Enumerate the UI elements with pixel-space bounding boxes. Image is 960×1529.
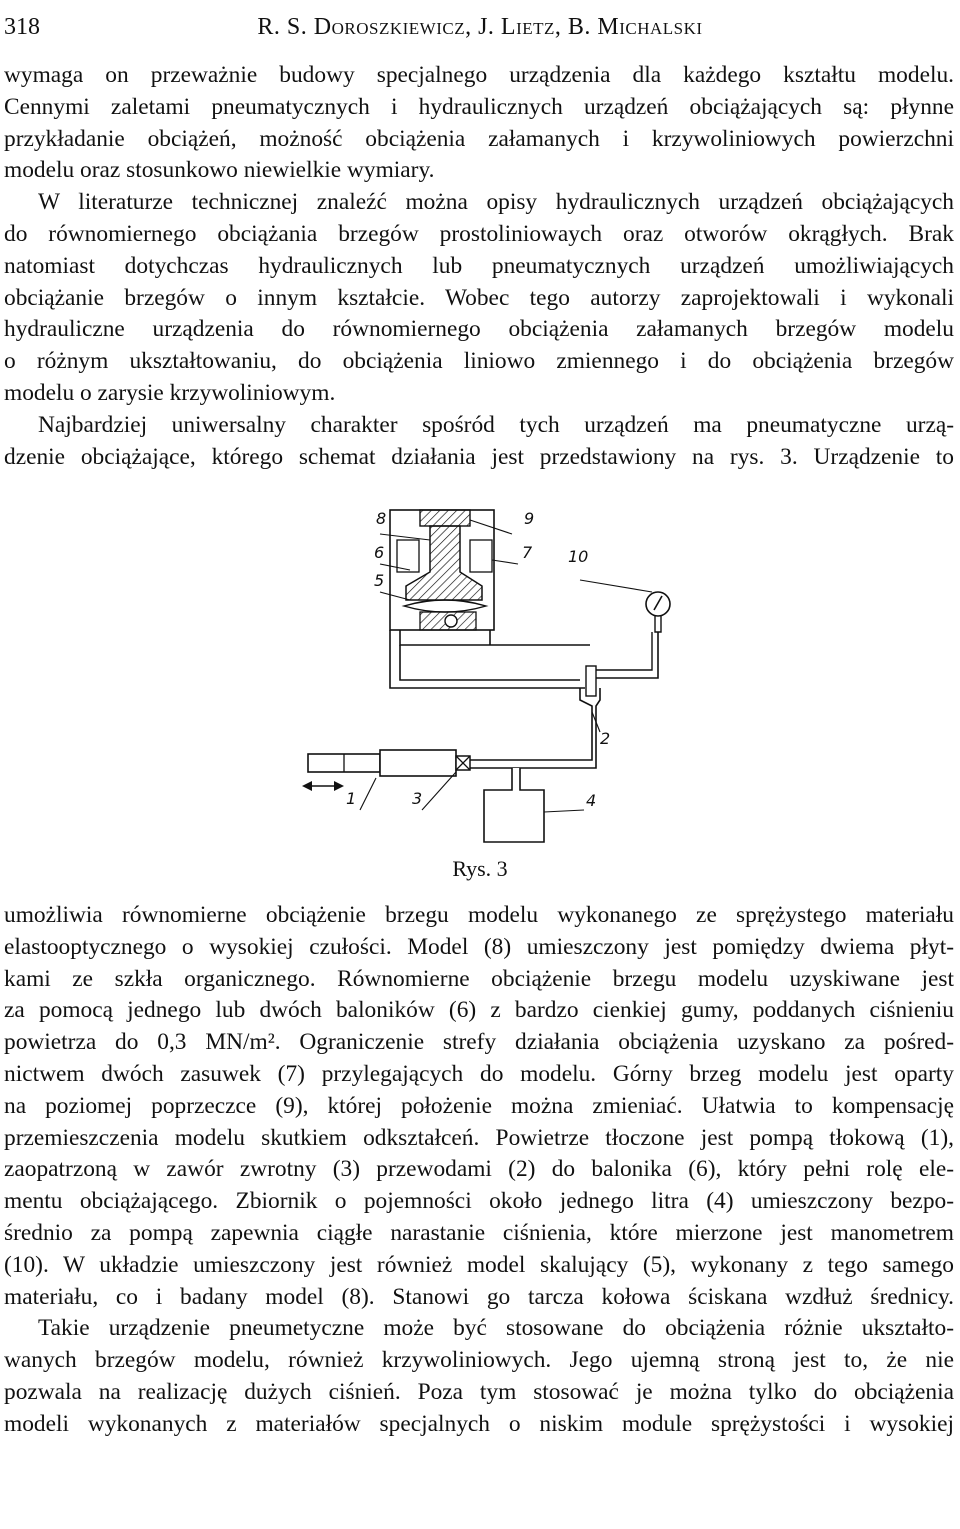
text-line: (10). W układzie umieszczony jest również model skalujący (5), wykonany z tego samego xyxy=(4,1251,954,1278)
text-line: nictwem dwóch zasuwek (7) przylegających do modelu. Górny brzeg modelu jest oparty xyxy=(4,1060,954,1087)
top-paragraph xyxy=(4,60,954,473)
balloon-6 xyxy=(404,600,486,612)
crossbar-9 xyxy=(420,510,470,526)
label-2: 2 xyxy=(600,729,611,748)
text-line: modeli wykonanych z materiałów specjalnych o niskim module sprężystości i wysokiej xyxy=(4,1410,954,1437)
text-line: za pomocą jednego lub dwóch baloników (6) z bardzo cienkiej gumy, poddanych ciśnieniu xyxy=(4,997,954,1024)
text-line: hydrauliczne urządzenia do równomiernego obciążenia załamanych brzegów modelu xyxy=(4,316,954,343)
text-line: Takie urządzenie pneumetyczne może być stosowane do obciążenia różnie ukształto- xyxy=(38,1315,954,1342)
text-line: materiału, co i badany model (8). Stanowi go tarcza kołowa ściskana wzdłuż średnicy. xyxy=(4,1283,954,1310)
text-line: powietrza do 0,3 MN/m². Ograniczenie strefy działania obciążenia uzyskano za pośred- xyxy=(4,1029,954,1056)
text-line: przemieszczenia modelu skutkiem odkształceń. Powietrze tłoczone jest pompą tłokową (1), xyxy=(4,1124,954,1151)
text-line: zaopatrzoną w zawór zwrotny (3) przewodami (2) do balonika (6), który pełni rolę ele- xyxy=(4,1156,954,1183)
text-line: kami ze szkła organicznego. Równomierne obciążenie brzegu modelu uzyskiwane jest xyxy=(4,965,954,992)
running-head-authors: R. S. Doroszkiewicz, J. Lietz, B. Michalski xyxy=(257,14,703,40)
label-8: 8 xyxy=(376,509,387,528)
page-number: 318 xyxy=(4,14,40,40)
text-line: elastooptycznego o wysokiej czułości. Model (8) umieszczony jest pomiędzy dwiema płyt- xyxy=(4,933,954,960)
label-5: 5 xyxy=(374,571,385,590)
text-line: pozwala na realizację dużych ciśnień. Poza tym stosować je można tylko do obciążenia xyxy=(4,1378,954,1405)
figure-caption: Rys. 3 xyxy=(452,856,508,881)
text-line: Najbardziej uniwersalny charakter spośród tych urządzeń ma pneumatyczne urzą- xyxy=(38,411,954,438)
text-line: umożliwia równomierne obciążenie brzegu modelu wykonanego ze sprężystego materiału xyxy=(4,902,954,928)
text-line: średnio za pompą zapewnia ciągłe narastanie ciśnienia, które mierzone jest manometrem xyxy=(4,1219,954,1246)
label-7: 7 xyxy=(522,543,533,562)
label-4: 4 xyxy=(586,791,597,810)
label-1: 1 xyxy=(346,789,357,808)
label-10: 10 xyxy=(568,547,589,566)
label-3: 3 xyxy=(412,789,423,808)
text-line: o różnym ukształtowaniu, do obciążenia liniowo zmiennego i do obciążenia brzegów xyxy=(4,348,954,375)
text-line: wanych brzegów modelu, również krzywoliniowych. Jego ujemną stroną jest to, że nie xyxy=(4,1347,954,1374)
tank-4 xyxy=(484,768,544,842)
label-6: 6 xyxy=(374,543,385,562)
text-line: Cennymi zaletami pneumatycznych i hydraulicznych urządzeń obciążających są: płynne xyxy=(4,93,954,120)
scaling-disk-5 xyxy=(445,615,457,627)
text-line: W literaturze technicznej znaleźć można opisy hydraulicznych urządzeń obciążających xyxy=(38,189,954,216)
bottom-paragraph xyxy=(4,900,954,1441)
pneumatic-loading-device-diagram xyxy=(280,500,680,880)
text-line: wymaga on przeważnie budowy specjalnego urządzenia dla każdego kształtu modelu. xyxy=(4,62,954,88)
text-line: modelu o zarysie krzywoliniowym. xyxy=(4,379,336,406)
label-9: 9 xyxy=(524,509,535,528)
text-line: obciążanie brzegów o innym kształcie. Wobec tego autorzy zaprojektowali i wykonali xyxy=(4,284,954,311)
text-line: modelu oraz stosunkowo niewielkie wymiary. xyxy=(4,157,435,184)
slider-7-left xyxy=(397,540,419,572)
text-line: na poziomej poprzeczce (9), której położenie można zmieniać. Ułatwia to kompensację xyxy=(4,1092,954,1119)
text-line: natomiast dotychczas hydraulicznych lub pneumatycznych urządzeń umożliwiających xyxy=(4,252,954,279)
text-line: do równomiernego obciążania brzegów prostoliniowaych oraz otworów okrągłych. Brak xyxy=(4,220,954,247)
text-line: przykładanie obciążeń, możność obciążenia załamanych i krzywoliniowych powierzchni xyxy=(4,125,954,152)
text-line: mentu obciążającego. Zbiornik o pojemności około jednego litra (4) umieszczony bezpo- xyxy=(4,1188,954,1215)
page-header xyxy=(0,14,960,48)
slider-7-right xyxy=(470,540,492,572)
text-line: dzenie obciążające, którego schemat działania jest przedstawiony na rys. 3. Urządzenie to xyxy=(4,443,954,470)
